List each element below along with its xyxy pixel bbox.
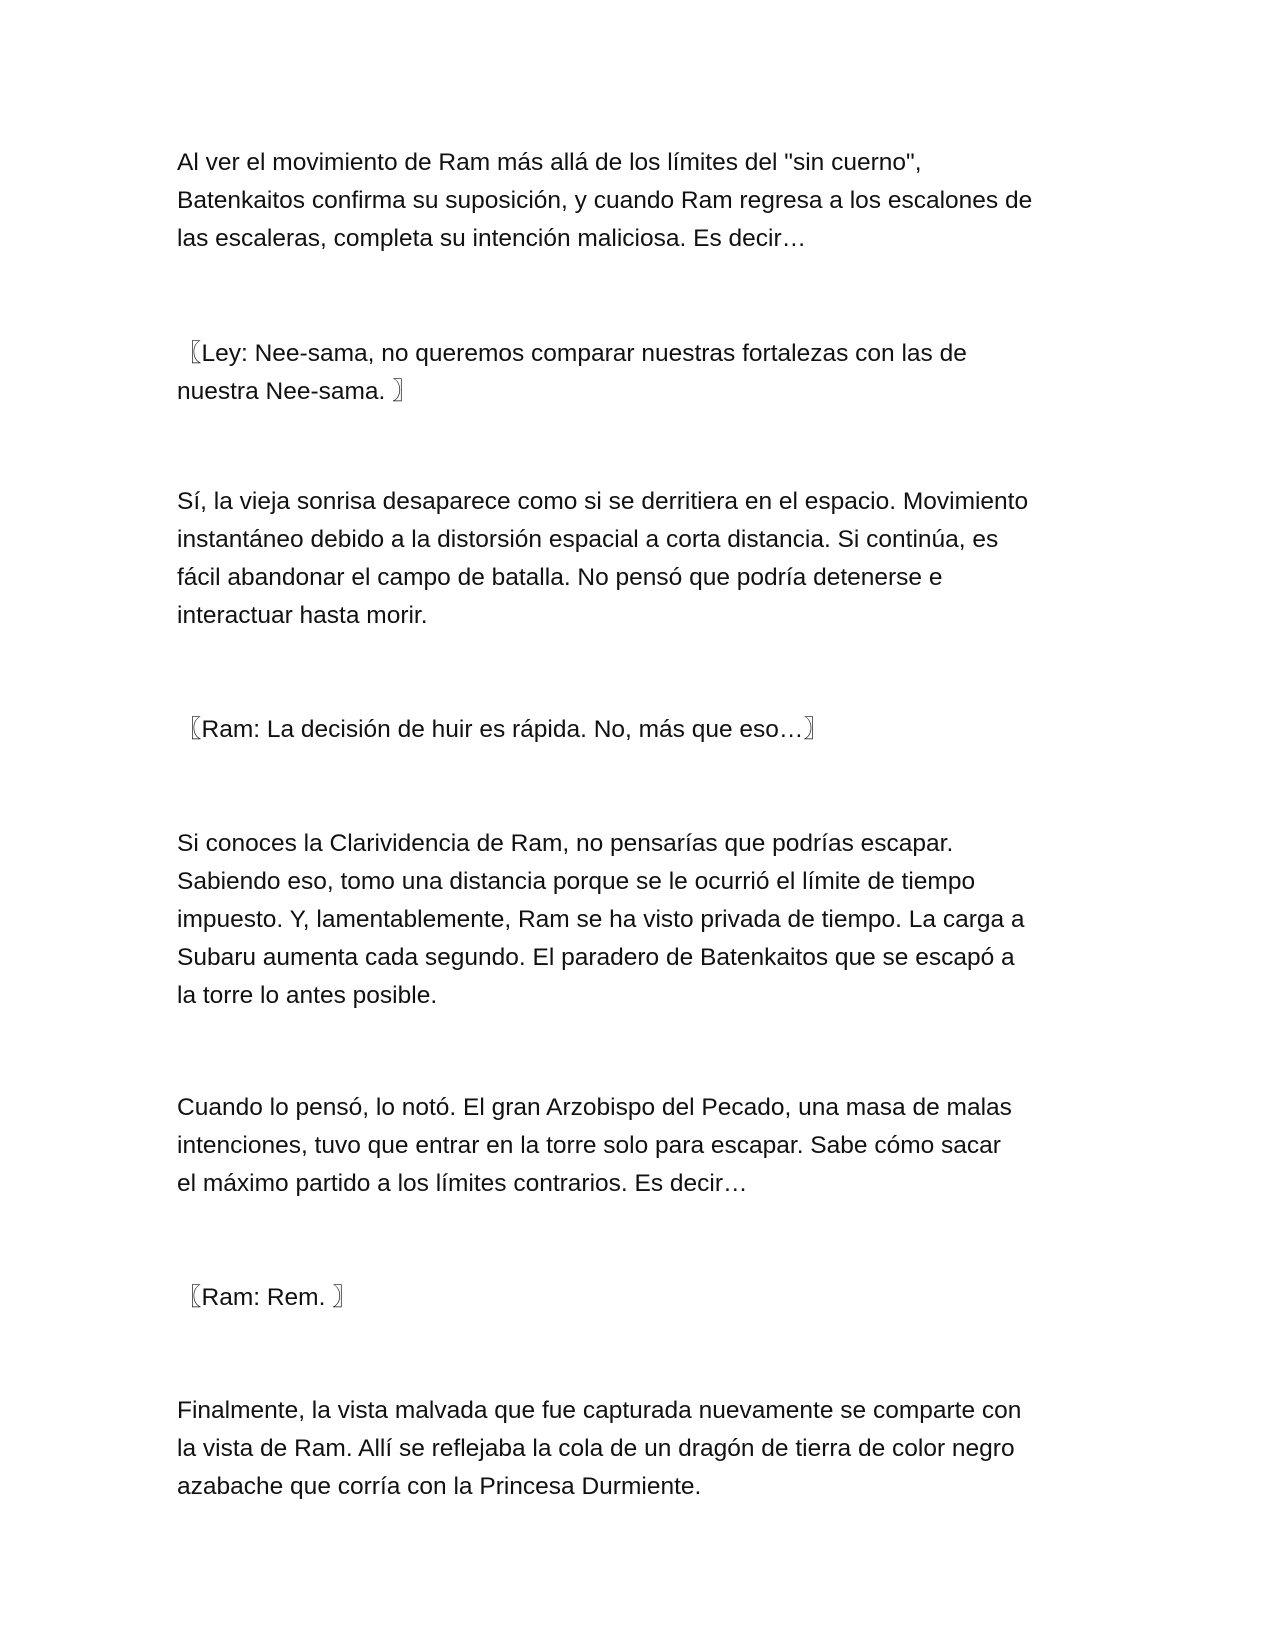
dialogue-ram-1: 〖Ram: La decisión de huir es rápida. No, más que eso…〗 bbox=[177, 716, 828, 743]
paragraph-1: Al ver el movimiento de Ram más allá de los límites del "sin cuerno", Batenkaitos confirma su suposición, y cuando Ram regresa a los escalones de las escaleras, completa su intención maliciosa. Es decir… bbox=[177, 149, 1033, 252]
paragraph-5: Finalmente, la vista malvada que fue capturada nuevamente se comparte con la vista de Ram. Allí se reflejaba la cola de un dragón de tierra de color negro azabache que corría con la Princesa Durmiente. bbox=[177, 1397, 1022, 1500]
dialogue-ram-2: 〖Ram: Rem. 〗 bbox=[177, 1284, 357, 1311]
paragraph-3: Si conoces la Clarividencia de Ram, no pensarías que podrías escapar. Sabiendo eso, tomo una distancia porque se le ocurrió el límite de tiempo impuesto. Y, lamentablemente, Ram se ha visto privada de tiempo. La carga a Subaru aumenta cada segundo. El paradero de Batenkaitos que se escapó a la torre lo antes posible. bbox=[177, 830, 1025, 1009]
paragraph-2: Sí, la vieja sonrisa desaparece como si se derritiera en el espacio. Movimiento instantáneo debido a la distorsión espacial a corta distancia. Si continúa, es fácil abandonar el campo de batalla. No pensó que podría detenerse e interactuar hasta morir. bbox=[177, 488, 1029, 629]
dialogue-ley: 〖Ley: Nee-sama, no queremos comparar nuestras fortalezas con las de nuestra Nee-sama. 〗 bbox=[177, 340, 967, 405]
paragraph-4: Cuando lo pensó, lo notó. El gran Arzobispo del Pecado, una masa de malas intenciones, tuvo que entrar en la torre solo para escapar. Sabe cómo sacar el máximo partido a los límites contrarios. Es decir… bbox=[177, 1094, 1012, 1197]
